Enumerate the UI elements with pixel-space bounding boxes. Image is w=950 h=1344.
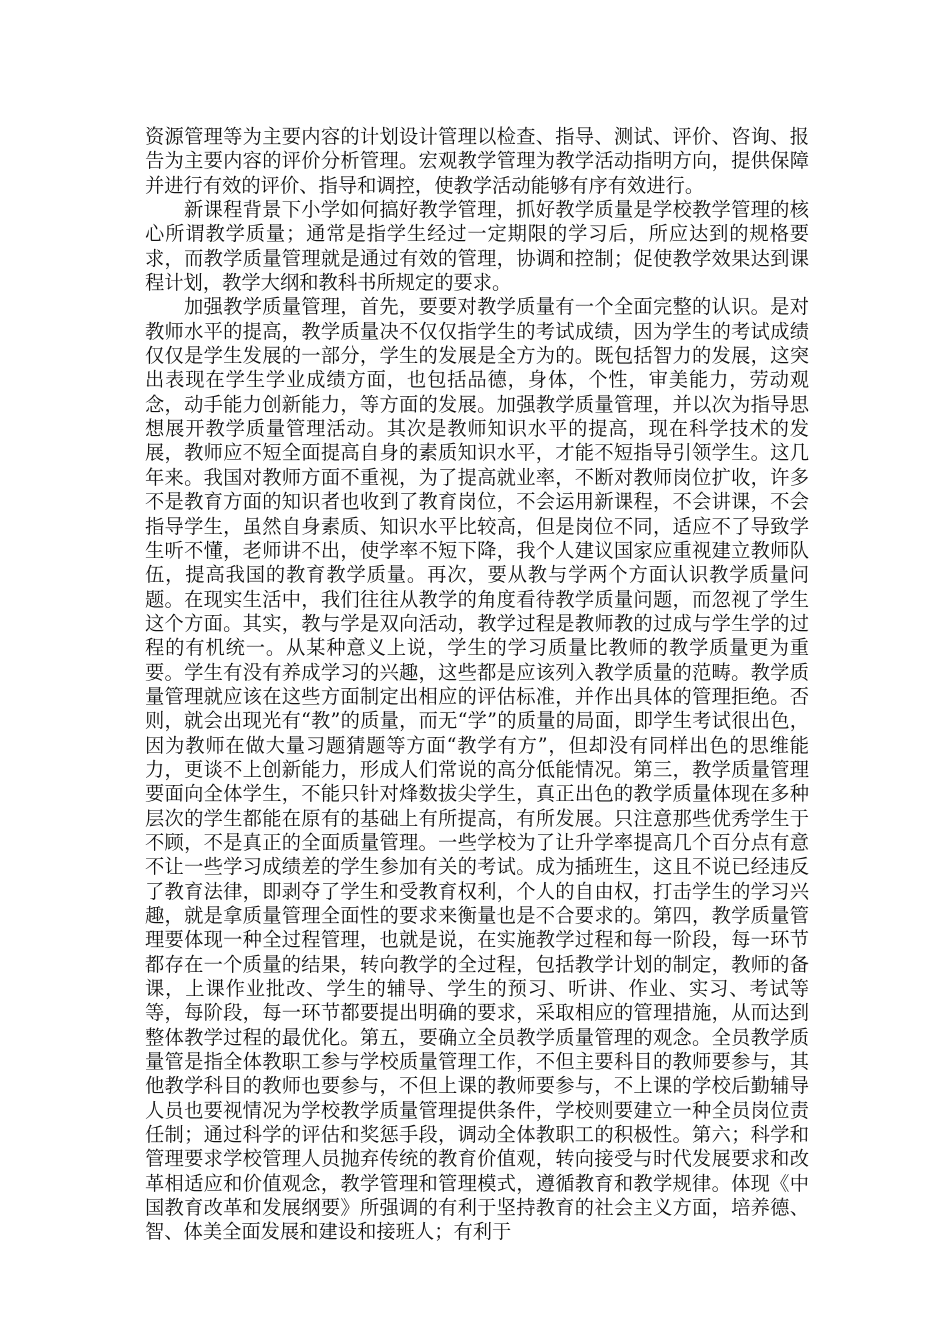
document-page — [145, 125, 809, 1245]
body-paragraph-2: 新课程背景下小学如何搞好教学管理，抓好教学质量是学校教学管理的核心所谓教学质量；通常是指学生经过一定期限的学习后，所应达到的规格要求，而教学质量管理就是通过有效的管理，协调和控制；促使教学效果达到课程计划，教学大纲和教科书所规定的要求。 — [145, 198, 809, 295]
body-paragraph-3: 加强教学质量管理，首先，要要对教学质量有一个全面完整的认识。是对教师水平的提高，教学质量决不仅仅指学生的考试成绩，因为学生的考试成绩仅仅是学生发展的一部分，学生的发展是全方为的。既包括智力的发展，这突出表现在学生学业成绩方面，也包括品德，身体，个性，审美能力，劳动观念，动手能力创新能力，等方面的发展。加强教学质量管理，并以次为指导思想展开教学质量管理活动。其次是教师知识水平的提高，现在科学技术的发展，教师应不短全面提高自身的素质知识水平，才能不短指导引领学生。这几年来。我国对教师方面不重视，为了提高就业率，不断对教师岗位扩收，许多不是教育方面的知识者也收到了教育岗位，不会运用新课程，不会讲课，不会指导学生，虽然自身素质、知识水平比较高，但是岗位不同，适应不了导致学生听不懂，老师讲不出，使学率不短下降，我个人建议国家应重视建立教师队伍，提高我国的教育教学质量。再次，要从教与学两个方面认识教学质量问题。在现实生活中，我们往往从教学的角度看待教学质量问题，而忽视了学生这个方面。其实，教与学是双向活动，教学过程是教师教的过成与学生学的过程的有机统一。从某种意义上说，学生的学习质量比教师的教学质量更为重要。学生有没有养成学习的兴趣，这些都是应该列入教学质量的范畴。教学质量管理就应该在这些方面制定出相应的评估标准，并作出具体的管理拒绝。否则，就会出现光有“教”的质量，而无“学”的质量的局面，即学生考试很出色，因为教师在做大量习题猜题等方面“教学有方”，但却没有同样出色的思维能力，更谈不上创新能力，形成人们常说的高分低能情况。第三，教学质量管理要面向全体学生，不能只针对烽数拔尖学生，真正出色的教学质量体现在多种层次的学生都能在原有的基础上有所提高，有所发展。只注意那些优秀学生于不顾，不是真正的全面质量管理。一些学校为了让升学率提高几个百分点有意不让一些学习成绩差的学生参加有关的考试。成为插班生，这且不说已经违反了教育法律，即剥夺了学生和受教育权利，个人的自由权，打击学生的学习兴趣，就是拿质量管理全面性的要求来衡量也是不合要求的。第四，教学质量管理要体现一种全过程管理，也就是说，在实施教学过程和每一阶段，每一环节都存在一个质量的结果，转向教学的全过程，包括教学计划的制定，教师的备课，上课作业批改、学生的辅导、学生的预习、听讲、作业、实习、考试等等，每阶段，每一环节都要提出明确的要求，采取相应的管理措施，从而达到整体教学过程的最优化。第五，要确立全员教学质量管理的观念。全员教学质量管是指全体教职工参与学校质量管理工作，不但主要科目的教师要参与，其他教学科目的教师也要参与，不但上课的教师要参与，不上课的学校后勤辅导人员也要视情况为学校教学质量管理提供条件，学校则要建立一种全员岗位责任制；通过科学的评估和奖惩手段，调动全体教职工的积极性。第六；科学和管理要求学校管理人员抛弃传统的教育价值观，转向接受与时代发展要求和改革相适应和价值观念，教学管理和管理模式，遵循教育和教学规律。体现《中国教育改革和发展纲要》所强调的有利于坚持教育的社会主义方面，培养德、智、体美全面发展和建设和接班人；有利于 — [145, 295, 809, 1244]
body-paragraph-1: 资源管理等为主要内容的计划设计管理以检查、指导、测试、评价、咨询、报告为主要内容的评价分析管理。宏观教学管理为教学活动指明方向，提供保障并进行有效的评价、指导和调控，使教学活动能够有序有效进行。 — [145, 125, 809, 197]
